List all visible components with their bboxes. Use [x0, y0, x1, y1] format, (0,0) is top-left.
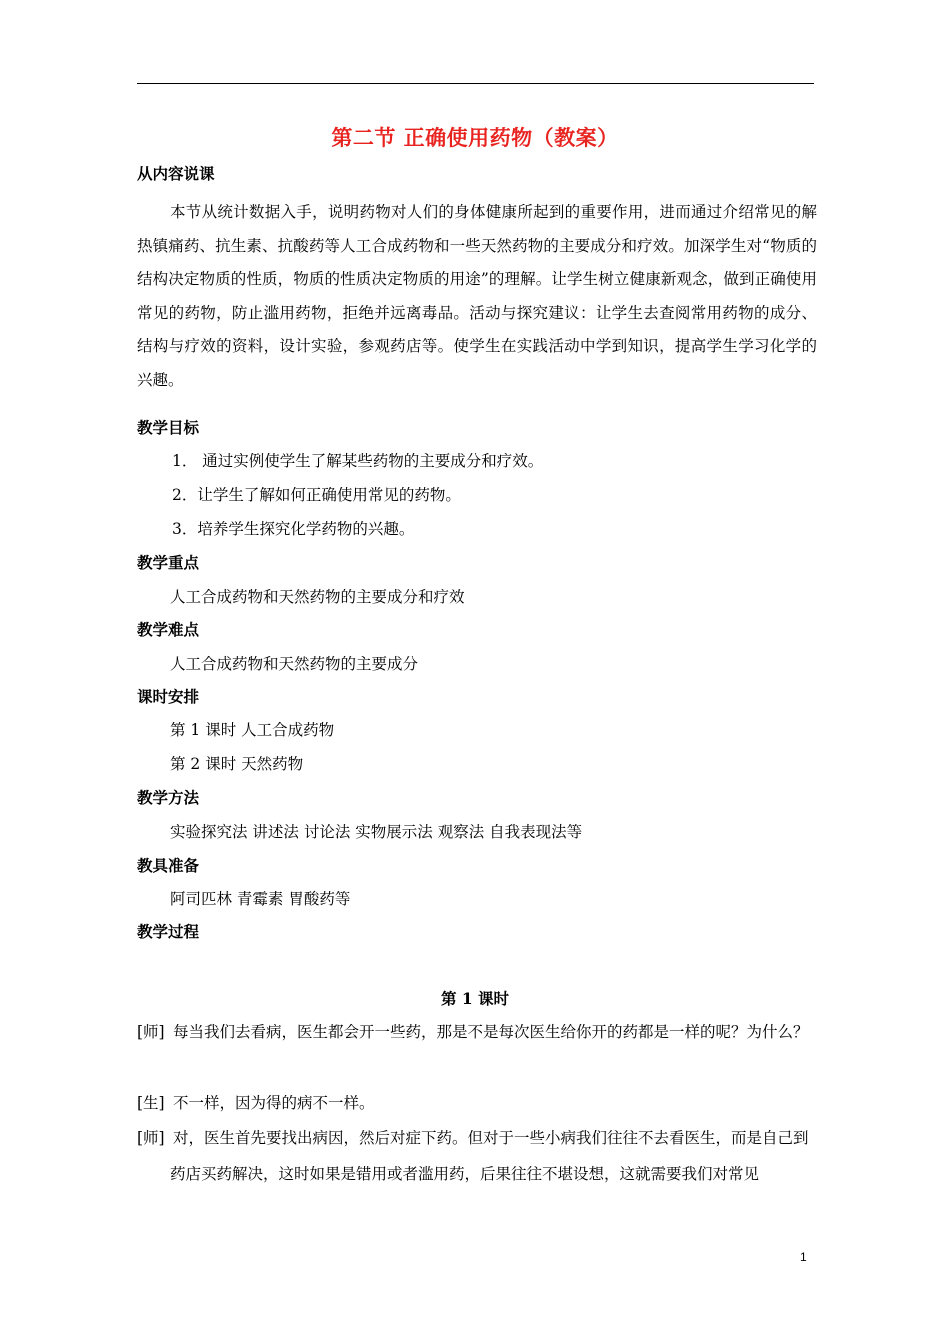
- heading-key-points: 教学重点: [137, 553, 200, 572]
- tools-text: 阿司匹林 青霉素 胃酸药等: [170, 890, 351, 908]
- schedule-item: 第 1 课时 人工合成药物: [170, 721, 335, 739]
- heading-goals: 教学目标: [137, 418, 200, 437]
- goal-item: 1． 通过实例使学生了解某些药物的主要成分和疗效。: [172, 452, 544, 470]
- key-points-text: 人工合成药物和天然药物的主要成分和疗效: [170, 588, 465, 606]
- header-rule: [137, 83, 814, 84]
- difficulties-text: 人工合成药物和天然药物的主要成分: [170, 655, 419, 673]
- goal-item: 2．让学生了解如何正确使用常见的药物。: [172, 486, 461, 504]
- dialogue-text: 不一样，因为得的病不一样。: [173, 1094, 375, 1112]
- dialogue-tag-teacher: [师]: [137, 1129, 165, 1147]
- methods-text: 实验探究法 讲述法 讨论法 实物展示法 观察法 自我表现法等: [170, 823, 583, 841]
- dialogue-text: 对，医生首先要找出病因，然后对症下药。但对于一些小病我们往往不去看医生，而是自己到药店买药解决，这时如果是错用或者滥用药，后果往往不堪设想，这就需要我们对常见: [170, 1129, 809, 1183]
- content-paragraph: 本节从统计数据入手，说明药物对人们的身体健康所起到的重要作用，进而通过介绍常见的解热镇痛药、抗生素、抗酸药等人工合成药物和一些天然药物的主要成分和疗效。加深学生对“物质的结构决定物质的性质，物质的性质决定物质的用途”的理解。让学生树立健康新观念，做到正确使用常见的药物，防止滥用药物，拒绝并远离毒品。活动与探究建议：让学生去查阅常用药物的成分、结构与疗效的资料，设计实验，参观药店等。使学生在实践活动中学到知识，提高学生学习化学的兴趣。: [137, 203, 817, 389]
- goal-item: 3．培养学生探究化学药物的兴趣。: [172, 520, 415, 538]
- heading-content: 从内容说课: [137, 164, 215, 183]
- page-number: 1: [800, 1250, 807, 1264]
- document-title: 第二节 正确使用药物（教案）: [331, 125, 619, 150]
- heading-process: 教学过程: [137, 922, 200, 941]
- dialogue-text: 每当我们去看病，医生都会开一些药，那是不是每次医生给你开的药都是一样的呢？为什么？: [173, 1023, 809, 1041]
- heading-schedule: 课时安排: [137, 687, 200, 706]
- dialogue-tag-student: [生]: [137, 1094, 165, 1112]
- heading-methods: 教学方法: [137, 788, 200, 807]
- schedule-item: 第 2 课时 天然药物: [170, 755, 304, 773]
- heading-difficulties: 教学难点: [137, 620, 200, 639]
- dialogue-tag-teacher: [师]: [137, 1023, 165, 1041]
- heading-tools: 教具准备: [137, 856, 200, 875]
- lesson-heading: 第 1 课时: [440, 989, 510, 1008]
